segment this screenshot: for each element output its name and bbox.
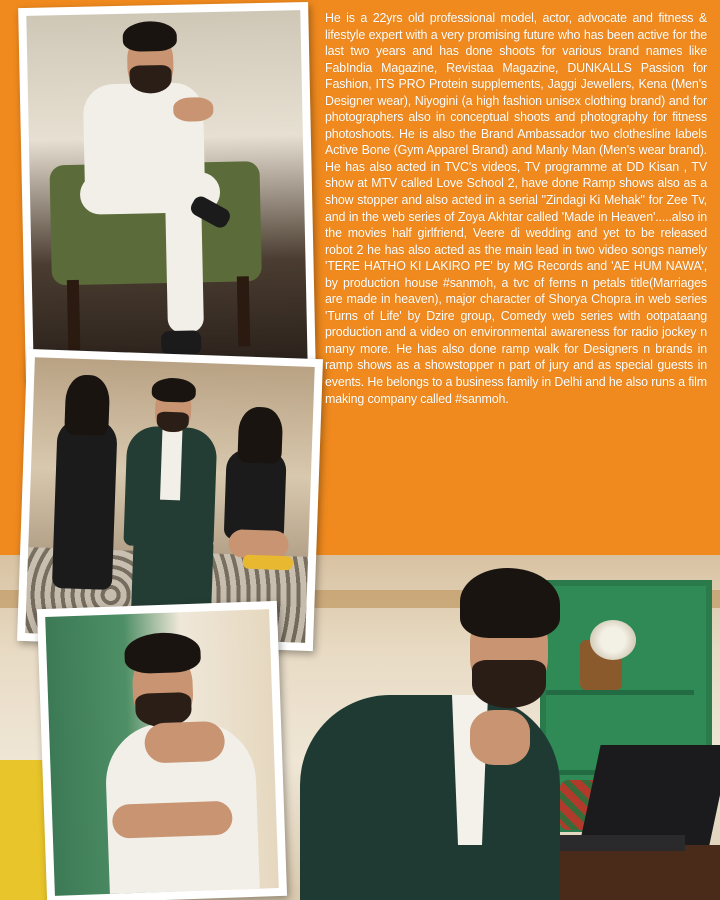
beard [472, 660, 546, 708]
hair [124, 632, 201, 675]
photo-group-scene [25, 357, 314, 643]
arm [173, 97, 213, 122]
folded-arm [112, 801, 233, 839]
hand [470, 710, 530, 765]
chair-leg [67, 280, 80, 350]
black-shoe [161, 330, 201, 355]
hair [151, 377, 196, 403]
long-hair [64, 374, 110, 435]
hair [460, 568, 560, 638]
biography-text: He is a 22yrs old professional model, actor, advocate and fitness & lifestyle expert with a very promising future who has been active for the last two years and has done shoots for various brand names like FabIndia Magazine, Revistaa Magazine, DUNKALLS Passion for Fashion, ITS PRO Protein supplements, Jaggi Jewellers, Kena (Men's Designer wear), Niyogini (a high fashion unisex clothing brand) and for photographers also in conceptual shoots and photography for fitness photoshoots. He is also the Brand Ambassador two clothesline labels Active Bone (Gym Apparel Brand) and Manly Man (Men's wear brand). He has also acted in TVC's videos, TV programme at DD Kisan , TV show at MTV called Love School 2, have done Ramp shows also as a show stopper and also acted in a serial "Zindagi Ki Mehak" for Zee Tv, and in the web series of Zoya Akhtar called 'Made in Heaven'.....also in the movies half girlfriend, Veere di wedding and yet to be released robot 2 he has also acted as the main lead in two video songs namely 'TERE HATHO KI LAKIRO PE' by MG Records and 'AE HUM NAWA', by production house #sanmoh, a tvc of ferns n petals title(Marriages are made in heaven), major character of Shorya Chopra in web series 'Turns of Life' by Dzire group, Comedy web series with ootpataang production and a video on environmental awareness for radio jockey n many more. He has also done ramp walk for Designers n brands in ramp shows as a showstopper n part of jury and as special guests in events. He belongs to a business family in Delhi and he also runs a film making company called #sanmoh. [325, 11, 707, 406]
shelf-board [546, 690, 694, 695]
long-hair [237, 406, 283, 464]
black-dress [52, 418, 118, 590]
main-portrait-person [300, 560, 560, 900]
photo-frame-chair [18, 2, 316, 380]
photo-chair-scene [26, 10, 307, 372]
flowers [590, 620, 636, 660]
white-shirt [160, 430, 182, 501]
yellow-stool [243, 555, 293, 571]
laptop-screen [579, 745, 720, 845]
hand-on-chin [144, 721, 225, 764]
photo-closeup-scene [45, 609, 279, 896]
hair [122, 21, 177, 52]
photo-frame-closeup [37, 601, 287, 900]
chair-leg [237, 276, 250, 346]
